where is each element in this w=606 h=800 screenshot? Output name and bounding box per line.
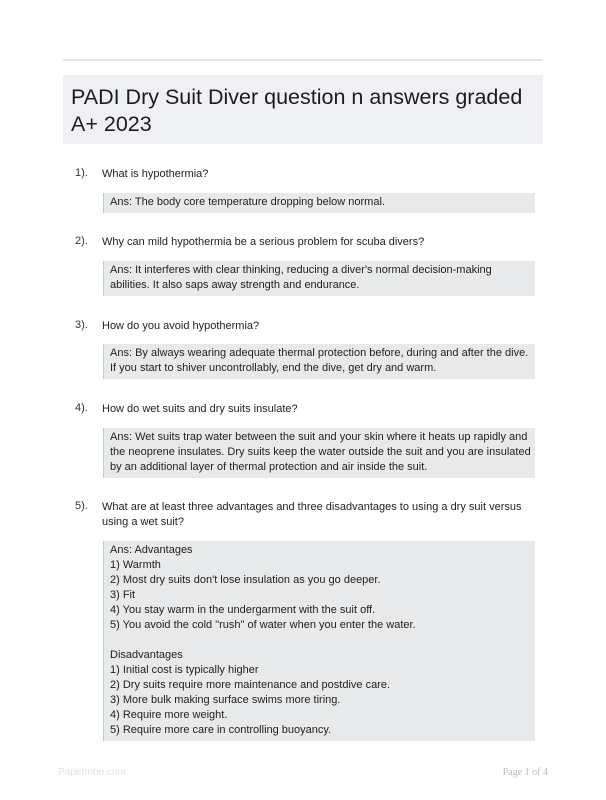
answer-text: Ans: The body core temperature dropping below normal.: [110, 196, 385, 208]
answer-line: 2) Dry suits require more maintenance and postdive care.: [110, 679, 391, 691]
question-text: How do wet suits and dry suits insulate?: [102, 403, 298, 415]
footer-site: Papertribe.com: [58, 767, 126, 778]
document-title: PADI Dry Suit Diver question n answers graded A+ 2023: [71, 85, 523, 136]
answer-line: 2) Most dry suits don't lose insulation as you go deeper.: [110, 574, 381, 586]
question-text: What are at least three advantages and three disadvantages to using a dry suit versus using a wet suit?: [102, 501, 522, 528]
question-number: 3).: [75, 319, 88, 331]
answer-line: [110, 633, 531, 648]
answer-line: 5) Require more care in controlling buoyancy.: [110, 724, 332, 736]
answer-3: [103, 344, 535, 379]
answer-4: [103, 428, 535, 478]
answer-line: 1) Warmth: [110, 559, 161, 571]
answer-line: Disadvantages: [110, 649, 183, 661]
answer-line: 4) Require more weight.: [110, 709, 228, 721]
question-text: Why can mild hypothermia be a serious problem for scuba divers?: [102, 236, 425, 248]
answer-text: Ans: It interferes with clear thinking, reducing a diver's normal decision-making abilities. It also saps away strength and endurance.: [110, 264, 495, 291]
answer-line: 3) Fit: [110, 589, 136, 601]
title-box: [63, 75, 543, 144]
answer-line: 4) You stay warm in the undergarment with the suit off.: [110, 604, 376, 616]
answer-line: 3) More bulk making surface swims more tiring.: [110, 694, 341, 706]
footer-page-number: Page 1 of 4: [502, 767, 548, 778]
answer-line: 1) Initial cost is typically higher: [110, 664, 259, 676]
question-number: 4).: [75, 402, 88, 414]
answer-1: [103, 193, 535, 213]
answer-line: Ans: Advantages: [110, 544, 193, 556]
answer-line: 5) You avoid the cold "rush" of water when you enter the water.: [110, 619, 416, 631]
question-number: 5).: [75, 500, 88, 512]
question-text: How do you avoid hypothermia?: [102, 320, 260, 332]
question-number: 2).: [75, 235, 88, 247]
answer-5: [103, 541, 535, 741]
top-rule: [63, 59, 543, 61]
answer-2: [103, 261, 535, 296]
answer-text: Ans: By always wearing adequate thermal protection before, during and after the dive. If you start to shiver uncontrollably, end the dive, get dry and warm.: [110, 347, 532, 374]
question-number: 1).: [75, 167, 88, 179]
answer-text: Ans: Wet suits trap water between the suit and your skin where it heats up rapidly and the neoprene insulates. Dry suits keep the water outside the suit and you are insulated by an additional layer of thermal protection and air inside the suit.: [110, 431, 534, 473]
question-text: What is hypothermia?: [102, 168, 209, 180]
